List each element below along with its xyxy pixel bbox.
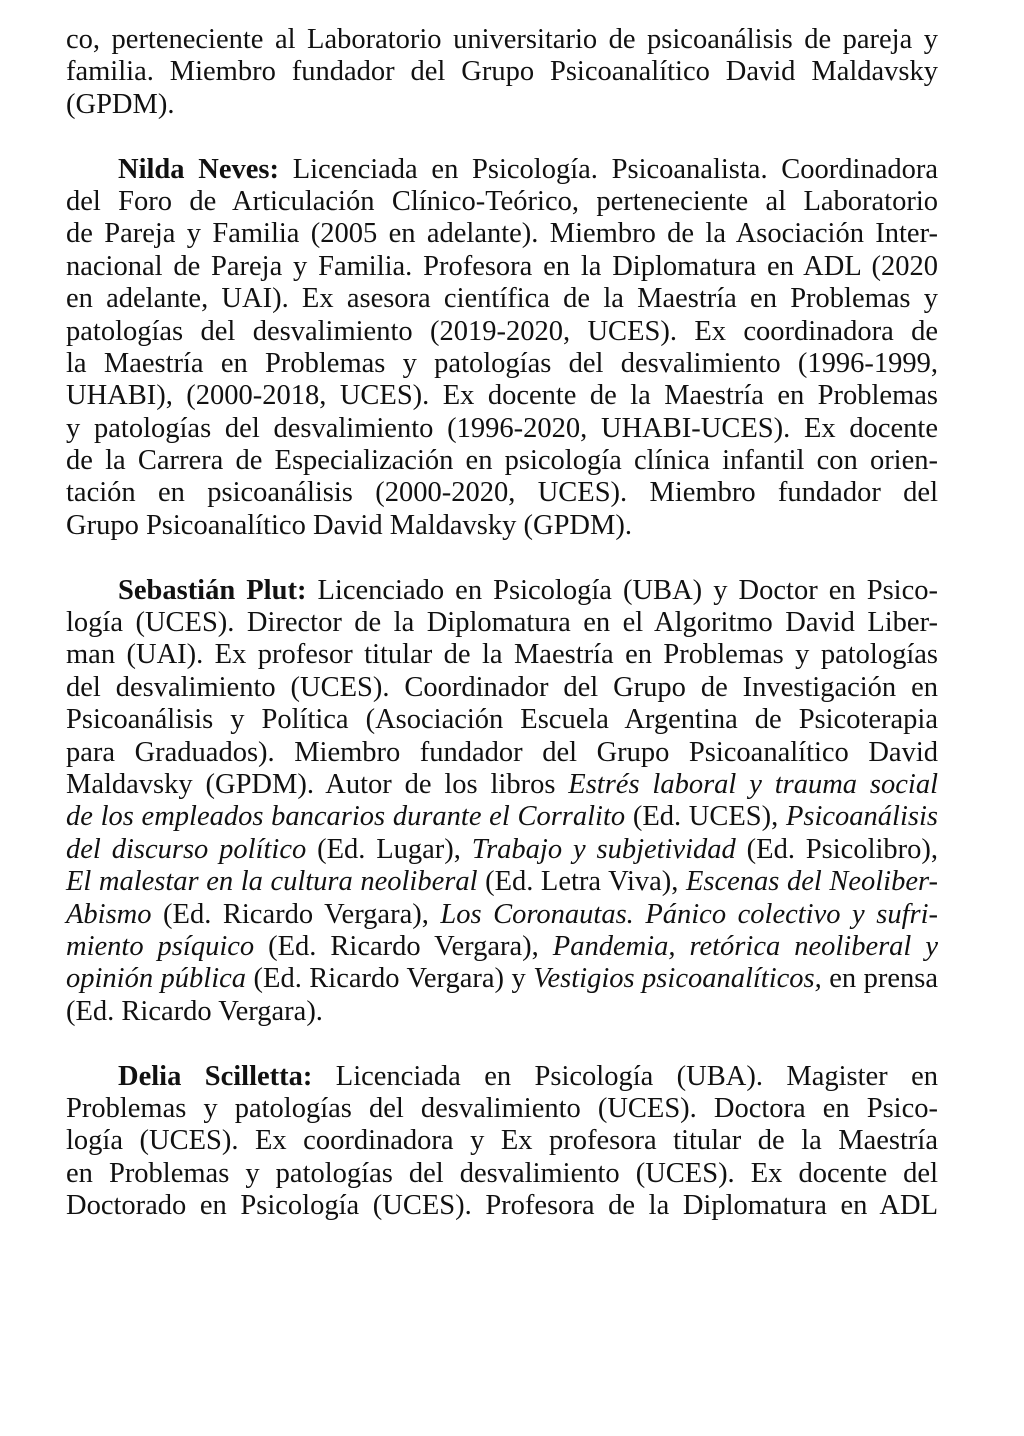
line-text: (Ed. Ricardo Vergara), <box>254 930 553 962</box>
text-line: (GPDM). <box>66 88 175 120</box>
text-line: tación en psicoanálisis (2000-2020, UCES). Miembro fundador del <box>66 477 938 509</box>
book-title: Pandemia, retórica neoliberal y <box>552 930 938 962</box>
text-line <box>66 575 938 607</box>
text-line <box>66 737 938 769</box>
line-text: Maldavsky (GPDM). Autor de los libros <box>66 768 569 800</box>
line-text: Licenciada en Psicología (UBA). Magister en <box>312 1060 938 1092</box>
text-line <box>66 931 938 963</box>
line-text: Licenciado en Psicología (UBA) y Doctor en Psico- <box>306 574 938 606</box>
book-title: El malestar en la cultura neoliberal <box>66 866 478 898</box>
text-line: familia. Miembro fundador del Grupo Psicoanalítico David Maldavsky <box>66 56 938 88</box>
book-title: del discurso político <box>66 833 307 865</box>
text-line: Grupo Psicoanalítico David Maldavsky (GPDM). <box>66 509 632 541</box>
book-title: miento psíquico <box>66 930 255 962</box>
line-text: del desvalimiento (UCES). Coordinador del Grupo de Investigación en <box>66 671 938 703</box>
text-line <box>66 1061 938 1093</box>
text-line: Doctorado en Psicología (UCES). Profesora de la Diplomatura en ADL <box>66 1190 938 1222</box>
paragraph-sebastian-plut <box>66 575 938 1028</box>
text-line <box>66 672 938 704</box>
paragraph-delia-scilletta <box>66 1061 938 1223</box>
book-title: Trabajo y subjetividad <box>471 833 736 865</box>
text-line: logía (UCES). Ex coordinadora y Ex profesora titular de la Maestría <box>66 1125 938 1157</box>
book-title: Psicoanálisis <box>785 801 938 833</box>
book-title: opinión pública <box>66 963 247 995</box>
line-text: man (UAI). Ex profesor titular de la Maestría en Problemas y patologías <box>66 639 938 671</box>
paragraph-continuation <box>66 24 938 121</box>
text-line: UHABI), (2000-2018, UCES). Ex docente de la Maestría en Problemas <box>66 380 938 412</box>
line-text: (Ed. Ricardo Vergara). <box>66 995 323 1027</box>
book-title: Estrés laboral y trauma social <box>568 768 938 800</box>
author-name: Sebastián Plut: <box>118 574 307 606</box>
text-line <box>66 963 938 995</box>
document-page <box>66 24 938 1222</box>
text-line: patologías del desvalimiento (2019-2020, UCES). Ex coordinadora de <box>66 315 938 347</box>
text-line <box>66 996 938 1028</box>
text-line: en adelante, UAI). Ex asesora científica de la Maestría en Problemas y <box>66 283 938 315</box>
text-line <box>66 639 938 671</box>
author-name: Nilda Neves: <box>118 153 279 185</box>
line-text: para Graduados). Miembro fundador del Grupo Psicoanalítico David <box>66 736 938 768</box>
line-text: Psicoanálisis y Política (Asociación Escuela Argentina de Psicoterapia <box>66 704 938 736</box>
text-line: Problemas y patologías del desvalimiento (UCES). Doctora en Psico- <box>66 1092 938 1124</box>
text-line: en Problemas y patologías del desvalimiento (UCES). Ex docente del <box>66 1157 938 1189</box>
text-line <box>66 866 938 898</box>
text-line: co, perteneciente al Laboratorio universitario de psicoanálisis de pareja y <box>66 24 938 55</box>
paragraph-nilda-neves <box>66 154 938 543</box>
line-text: en prensa <box>821 963 938 995</box>
book-title: Escenas del Neoliber- <box>685 866 938 898</box>
text-line <box>66 154 938 186</box>
line-text: logía (UCES). Director de la Diplomatura en el Algoritmo David Liber- <box>66 607 938 639</box>
text-line <box>66 607 938 639</box>
author-name: Delia Scilletta: <box>118 1060 313 1092</box>
text-line: de Pareja y Familia (2005 en adelante). Miembro de la Asociación Inter- <box>66 218 938 250</box>
line-text: (Ed. Ricardo Vergara), <box>151 898 441 930</box>
book-title: Los Coronautas. Pánico colectivo y sufri- <box>440 898 938 930</box>
text-line: del Foro de Articulación Clínico-Teórico, perteneciente al Laboratorio <box>66 185 938 217</box>
line-text: Licenciada en Psicología. Psicoanalista. Coordinadora <box>278 153 939 185</box>
line-text: (Ed. Letra Viva), <box>477 866 686 898</box>
text-line: la Maestría en Problemas y patologías del desvalimiento (1996-1999, <box>66 347 938 379</box>
line-text: (Ed. UCES), <box>625 801 786 833</box>
text-line <box>66 834 938 866</box>
line-text: (Ed. Ricardo Vergara) y <box>246 963 534 995</box>
line-text: (Ed. Psicolibro), <box>735 833 939 865</box>
book-title: de los empleados bancarios durante el Corralito <box>66 801 626 833</box>
line-text: (Ed. Lugar), <box>306 833 472 865</box>
text-line: de la Carrera de Especialización en psicología clínica infantil con orien- <box>66 445 938 477</box>
book-title: Abismo <box>66 898 152 930</box>
text-line <box>66 769 938 801</box>
text-line: nacional de Pareja y Familia. Profesora en la Diplomatura en ADL (2020 <box>66 250 938 282</box>
text-line <box>66 704 938 736</box>
text-line <box>66 899 938 931</box>
book-title: Vestigios psicoanalíticos, <box>533 963 822 995</box>
text-line <box>66 801 938 833</box>
text-line: y patologías del desvalimiento (1996-2020, UHABI-UCES). Ex docente <box>66 412 938 444</box>
